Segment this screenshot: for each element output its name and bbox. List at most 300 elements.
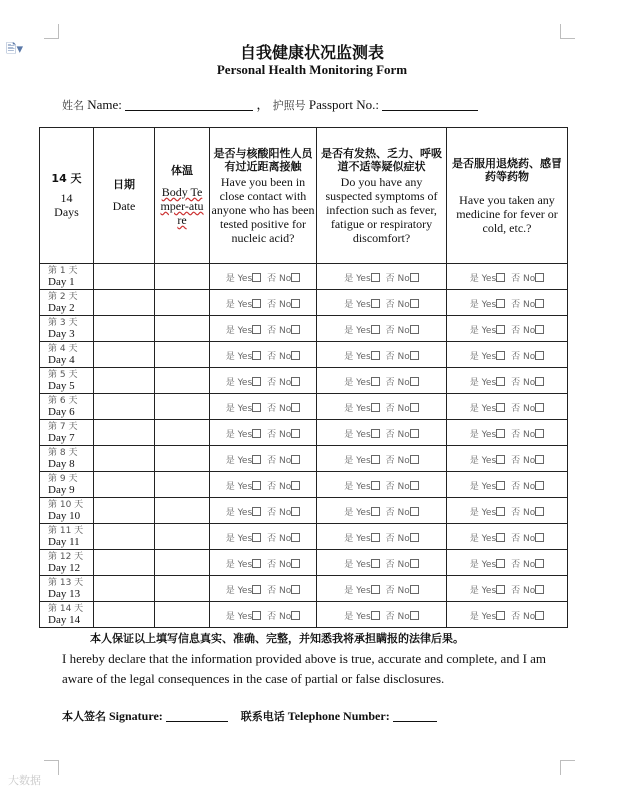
no-label: 否 No [511,273,536,284]
day-label-cell [40,498,94,524]
no-checkbox[interactable] [535,403,544,412]
yes-checkbox[interactable] [371,351,380,360]
no-checkbox[interactable] [410,325,419,334]
yes-no-options [344,508,419,518]
page-corner-mark [560,760,575,775]
yes-label: 是 Yes [225,559,253,570]
answer-cell-contact [210,368,317,394]
no-checkbox[interactable] [535,481,544,490]
table-row [40,602,568,628]
yes-no-options [470,352,545,362]
yes-checkbox[interactable] [252,325,261,334]
yes-checkbox[interactable] [496,429,505,438]
yes-no-options [470,586,545,596]
table-row [40,368,568,394]
yes-no-options [470,430,545,440]
no-label: 否 No [385,559,410,570]
day-label-cn: 第 10 天 [48,499,84,510]
day-label-cn: 第 6 天 [48,395,78,406]
no-checkbox[interactable] [410,273,419,282]
yes-checkbox[interactable] [371,533,380,542]
header-question-medicine: 是否服用退烧药、感冒药等药物 Have you taken any medicine for fever or cold, etc.? [447,128,568,264]
yes-label: 是 Yes [225,403,253,414]
answer-cell-symptoms [317,316,447,342]
yes-label: 是 Yes [344,507,371,518]
name-passport-line [62,94,478,113]
yes-no-options [226,586,301,596]
temperature-cell[interactable] [155,368,210,394]
answer-cell-contact [210,446,317,472]
no-label: 否 No [511,481,536,492]
yes-checkbox[interactable] [252,299,261,308]
yes-checkbox[interactable] [371,273,380,282]
table-header-row [40,128,568,264]
no-checkbox[interactable] [535,559,544,568]
no-label: 否 No [267,533,292,544]
no-label: 否 No [267,377,292,388]
no-checkbox[interactable] [535,429,544,438]
yes-no-options [226,352,301,362]
no-checkbox[interactable] [291,273,300,282]
no-label: 否 No [385,507,410,518]
no-label: 否 No [511,351,536,362]
no-label: 否 No [267,559,292,570]
header-days: 14 天 14 Days [40,128,94,264]
signature-label-cn: 本人签名 [62,710,106,723]
yes-no-options [470,274,545,284]
yes-checkbox[interactable] [252,403,261,412]
no-label: 否 No [385,299,410,310]
no-checkbox[interactable] [410,403,419,412]
yes-no-options [344,300,419,310]
yes-label: 是 Yes [469,585,497,596]
answer-cell-contact [210,602,317,628]
yes-no-options [226,456,301,466]
answer-cell-symptoms [317,472,447,498]
no-checkbox[interactable] [410,299,419,308]
yes-no-options [344,378,419,388]
yes-checkbox[interactable] [496,377,505,386]
yes-checkbox[interactable] [496,273,505,282]
no-checkbox[interactable] [410,351,419,360]
phone-label-en: Telephone Number: [287,709,390,723]
answer-cell-symptoms [317,368,447,394]
day-label-cn: 第 2 天 [48,291,78,302]
temperature-cell[interactable] [155,290,210,316]
yes-label: 是 Yes [225,377,253,388]
yes-checkbox[interactable] [252,377,261,386]
yes-no-options [226,534,301,544]
no-label: 否 No [511,585,536,596]
table-row [40,498,568,524]
passport-field[interactable] [382,98,478,111]
temperature-cell[interactable] [155,394,210,420]
yes-no-options [344,326,419,336]
day-label-cn: 第 13 天 [48,577,84,588]
no-label: 否 No [267,611,292,622]
yes-checkbox[interactable] [496,299,505,308]
yes-label: 是 Yes [225,455,253,466]
answer-cell-contact [210,394,317,420]
date-cell[interactable] [94,316,155,342]
day-label-cn: 第 3 天 [48,317,78,328]
yes-label: 是 Yes [344,455,371,466]
day-label-en: Day 14 [48,613,81,626]
yes-checkbox[interactable] [496,585,505,594]
yes-checkbox[interactable] [496,559,505,568]
yes-checkbox[interactable] [252,273,261,282]
yes-label: 是 Yes [469,351,497,362]
yes-label: 是 Yes [469,325,497,336]
answer-cell-symptoms [317,602,447,628]
yes-checkbox[interactable] [371,377,380,386]
no-checkbox[interactable] [535,533,544,542]
yes-label: 是 Yes [344,299,371,310]
answer-cell-symptoms [317,290,447,316]
yes-checkbox[interactable] [252,455,261,464]
yes-label: 是 Yes [344,377,371,388]
yes-no-options [470,612,545,622]
date-cell[interactable] [94,446,155,472]
yes-checkbox[interactable] [371,325,380,334]
no-checkbox[interactable] [291,481,300,490]
yes-label: 是 Yes [225,585,253,596]
no-checkbox[interactable] [535,455,544,464]
yes-no-options [344,430,419,440]
no-checkbox[interactable] [291,351,300,360]
yes-checkbox[interactable] [496,325,505,334]
no-label: 否 No [511,299,536,310]
no-label: 否 No [267,351,292,362]
no-checkbox[interactable] [291,585,300,594]
yes-checkbox[interactable] [252,507,261,516]
yes-checkbox[interactable] [371,611,380,620]
day-label-cell [40,342,94,368]
yes-label: 是 Yes [344,611,371,622]
temperature-cell[interactable] [155,446,210,472]
yes-checkbox[interactable] [496,351,505,360]
signature-field[interactable] [166,709,228,722]
no-checkbox[interactable] [410,533,419,542]
yes-no-options [344,560,419,570]
yes-checkbox[interactable] [371,481,380,490]
yes-label: 是 Yes [225,533,253,544]
passport-label-cn: 护照号 [272,99,306,112]
no-checkbox[interactable] [410,377,419,386]
yes-checkbox[interactable] [252,429,261,438]
no-checkbox[interactable] [535,507,544,516]
yes-no-options [226,300,301,310]
day-label-cn: 第 7 天 [48,421,78,432]
yes-checkbox[interactable] [496,507,505,516]
yes-label: 是 Yes [225,325,253,336]
date-cell[interactable] [94,290,155,316]
no-checkbox[interactable] [535,611,544,620]
no-checkbox[interactable] [410,507,419,516]
answer-cell-symptoms [317,550,447,576]
no-label: 否 No [385,403,410,414]
no-checkbox[interactable] [535,299,544,308]
yes-checkbox[interactable] [496,403,505,412]
temperature-cell[interactable] [155,472,210,498]
answer-cell-medicine [447,576,568,602]
answer-cell-contact [210,524,317,550]
answer-cell-medicine [447,420,568,446]
yes-checkbox[interactable] [496,611,505,620]
day-label-en: Day 12 [48,561,81,574]
answer-cell-medicine [447,550,568,576]
no-checkbox[interactable] [291,403,300,412]
no-label: 否 No [267,507,292,518]
answer-cell-contact [210,576,317,602]
no-checkbox[interactable] [410,429,419,438]
temperature-cell[interactable] [155,420,210,446]
yes-checkbox[interactable] [252,559,261,568]
no-checkbox[interactable] [535,325,544,334]
no-checkbox[interactable] [410,481,419,490]
yes-checkbox[interactable] [252,533,261,542]
day-label-cell [40,264,94,290]
day-label-en: Day 13 [48,587,81,600]
no-label: 否 No [267,325,292,336]
date-cell[interactable] [94,368,155,394]
yes-label: 是 Yes [344,559,371,570]
yes-checkbox[interactable] [496,533,505,542]
header-question-contact: 是否与核酸阳性人员有过近距离接触 Have you been in close contact with anyone who has been tested positive for nucleic acid? [210,128,317,264]
yes-no-options [344,404,419,414]
yes-label: 是 Yes [469,533,497,544]
day-label-en: Day 4 [48,353,75,366]
day-label-cell [40,446,94,472]
temperature-cell[interactable] [155,524,210,550]
no-checkbox[interactable] [410,559,419,568]
table-row [40,290,568,316]
date-cell[interactable] [94,576,155,602]
temperature-cell[interactable] [155,316,210,342]
yes-no-options [226,326,301,336]
yes-checkbox[interactable] [252,481,261,490]
yes-label: 是 Yes [469,429,497,440]
answer-cell-medicine [447,524,568,550]
no-label: 否 No [385,273,410,284]
yes-label: 是 Yes [469,507,497,518]
no-label: 否 No [267,455,292,466]
no-checkbox[interactable] [410,455,419,464]
date-cell[interactable] [94,472,155,498]
date-cell[interactable] [94,420,155,446]
yes-checkbox[interactable] [371,429,380,438]
no-label: 否 No [385,585,410,596]
temperature-cell[interactable] [155,550,210,576]
yes-label: 是 Yes [225,481,253,492]
no-label: 否 No [385,611,410,622]
yes-no-options [226,274,301,284]
date-cell[interactable] [94,498,155,524]
temperature-cell[interactable] [155,264,210,290]
no-label: 否 No [511,429,536,440]
date-cell[interactable] [94,524,155,550]
table-row [40,264,568,290]
no-checkbox[interactable] [291,533,300,542]
yes-checkbox[interactable] [371,403,380,412]
answer-cell-contact [210,342,317,368]
date-cell[interactable] [94,394,155,420]
day-label-cell [40,394,94,420]
answer-cell-medicine [447,342,568,368]
phone-field[interactable] [393,709,437,722]
yes-no-options [470,508,545,518]
day-label-en: Day 2 [48,301,75,314]
answer-cell-medicine [447,290,568,316]
yes-label: 是 Yes [225,611,253,622]
no-label: 否 No [385,533,410,544]
yes-no-options [344,274,419,284]
answer-cell-medicine [447,368,568,394]
day-label-en: Day 3 [48,327,75,340]
yes-checkbox[interactable] [371,585,380,594]
answer-cell-medicine [447,264,568,290]
no-label: 否 No [385,377,410,388]
no-checkbox[interactable] [535,377,544,386]
yes-checkbox[interactable] [252,611,261,620]
yes-label: 是 Yes [469,559,497,570]
day-label-en: Day 7 [48,431,75,444]
answer-cell-symptoms [317,342,447,368]
no-label: 否 No [267,429,292,440]
yes-no-options [344,352,419,362]
yes-label: 是 Yes [225,273,253,284]
yes-checkbox[interactable] [252,351,261,360]
name-label-en: Name: [87,97,122,112]
no-label: 否 No [385,351,410,362]
no-label: 否 No [385,325,410,336]
yes-label: 是 Yes [225,351,253,362]
no-label: 否 No [385,455,410,466]
document-icon[interactable]: 🖹▾ [6,42,23,57]
no-checkbox[interactable] [535,585,544,594]
answer-cell-symptoms [317,264,447,290]
yes-no-options [344,482,419,492]
no-label: 否 No [511,403,536,414]
yes-checkbox[interactable] [496,481,505,490]
no-checkbox[interactable] [535,273,544,282]
no-label: 否 No [267,585,292,596]
no-checkbox[interactable] [291,377,300,386]
yes-label: 是 Yes [344,403,371,414]
no-label: 否 No [511,559,536,570]
answer-cell-contact [210,472,317,498]
day-label-cn: 第 14 天 [48,603,84,614]
answer-cell-contact [210,498,317,524]
yes-no-options [344,586,419,596]
yes-no-options [470,456,545,466]
answer-cell-contact [210,264,317,290]
yes-no-options [226,560,301,570]
day-label-cn: 第 5 天 [48,369,78,380]
yes-no-options [470,534,545,544]
no-checkbox[interactable] [291,325,300,334]
no-label: 否 No [267,299,292,310]
yes-checkbox[interactable] [252,585,261,594]
no-checkbox[interactable] [291,611,300,620]
date-cell[interactable] [94,550,155,576]
name-separator: ， [256,97,270,112]
yes-label: 是 Yes [225,507,253,518]
no-checkbox[interactable] [291,455,300,464]
yes-checkbox[interactable] [496,455,505,464]
yes-checkbox[interactable] [371,299,380,308]
yes-checkbox[interactable] [371,455,380,464]
header-date: 日期 Date [94,128,155,264]
yes-label: 是 Yes [225,429,253,440]
table-row [40,394,568,420]
yes-no-options [470,300,545,310]
no-checkbox[interactable] [291,299,300,308]
yes-label: 是 Yes [469,273,497,284]
temperature-cell[interactable] [155,342,210,368]
yes-no-options [344,456,419,466]
day-label-cn: 第 8 天 [48,447,78,458]
yes-no-options [226,508,301,518]
day-label-cell [40,550,94,576]
day-label-cn: 第 4 天 [48,343,78,354]
day-label-en: Day 1 [48,275,75,288]
yes-label: 是 Yes [344,325,371,336]
no-checkbox[interactable] [291,429,300,438]
no-checkbox[interactable] [410,585,419,594]
no-label: 否 No [385,429,410,440]
no-checkbox[interactable] [291,559,300,568]
temperature-cell[interactable] [155,498,210,524]
yes-label: 是 Yes [344,429,371,440]
name-field[interactable] [125,98,253,111]
yes-label: 是 Yes [225,299,253,310]
no-label: 否 No [267,481,292,492]
yes-no-options [226,404,301,414]
yes-checkbox[interactable] [371,559,380,568]
day-label-cell [40,290,94,316]
temperature-cell[interactable] [155,576,210,602]
day-label-cell [40,602,94,628]
date-cell[interactable] [94,342,155,368]
yes-no-options [226,482,301,492]
no-label: 否 No [511,377,536,388]
answer-cell-symptoms [317,394,447,420]
yes-label: 是 Yes [469,611,497,622]
answer-cell-contact [210,550,317,576]
day-label-cn: 第 11 天 [48,525,84,536]
answer-cell-symptoms [317,446,447,472]
yes-label: 是 Yes [469,377,497,388]
declaration-cn: 本人保证以上填写信息真实、准确、完整，并知悉我将承担瞒报的法律后果。 [90,632,464,645]
no-label: 否 No [511,507,536,518]
table-row [40,524,568,550]
yes-label: 是 Yes [469,455,497,466]
temperature-cell[interactable] [155,602,210,628]
yes-label: 是 Yes [344,481,371,492]
no-checkbox[interactable] [291,507,300,516]
no-checkbox[interactable] [535,351,544,360]
date-cell[interactable] [94,264,155,290]
passport-label-en: Passport No.: [308,97,379,112]
day-label-cn: 第 9 天 [48,473,78,484]
table-row [40,316,568,342]
table-row [40,472,568,498]
yes-label: 是 Yes [344,585,371,596]
date-cell[interactable] [94,602,155,628]
yes-checkbox[interactable] [371,507,380,516]
no-checkbox[interactable] [410,611,419,620]
